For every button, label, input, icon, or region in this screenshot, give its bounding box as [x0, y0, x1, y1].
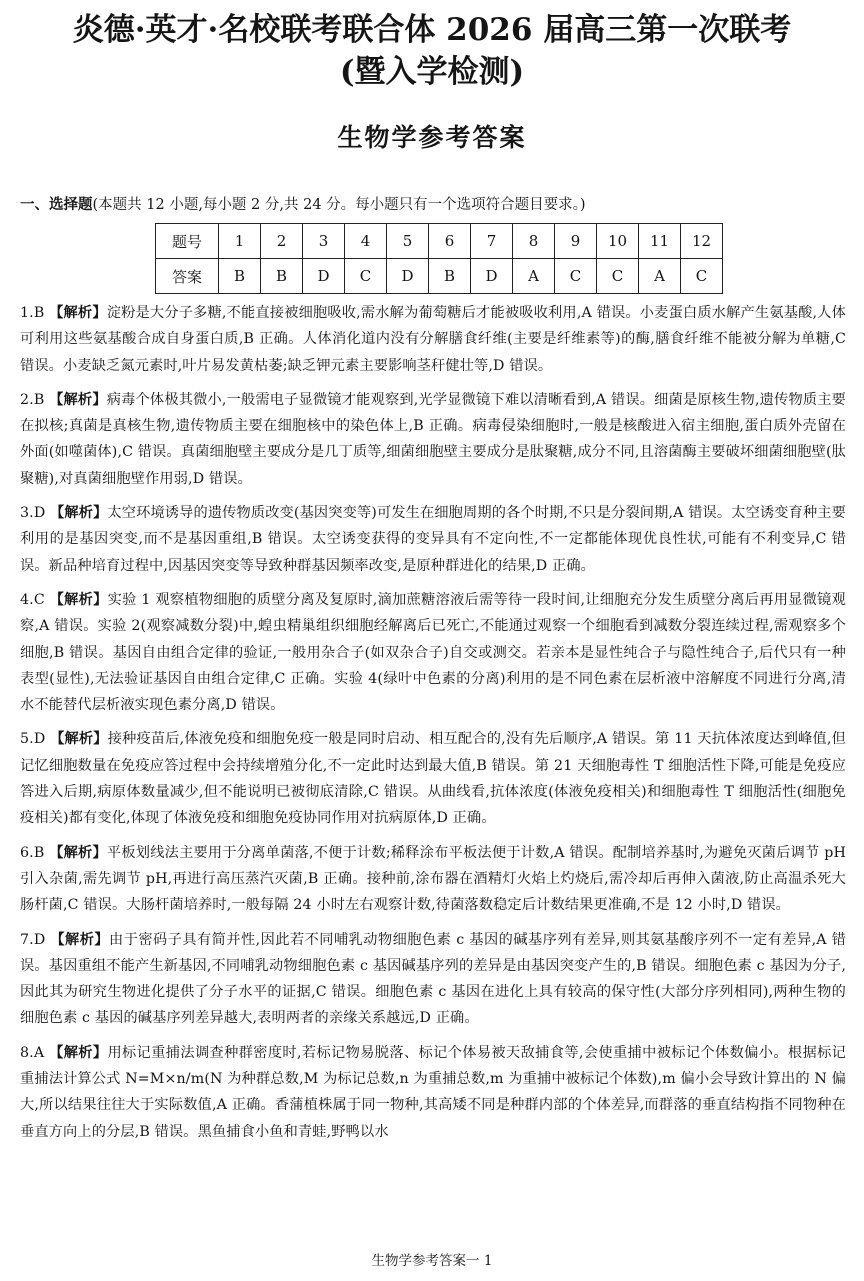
- analysis-text: 接种疫苗后,体液免疫和细胞免疫一般是同时启动、相互配合的,没有先后顺序,A 错误。第 11 天抗体浓度达到峰值,但记忆细胞数量在免疫应答过程中会持续增殖分化,不一定此时达到最大值,B 错误。第 21 天细胞毒性 T 细胞活性下降,可能是免疫应答进入后期,病原体数量减少,但不能说明已被彻底清除,C 错误。从曲线看,抗体浓度(体液免疫相关)和细胞毒性 T 细胞活性(细胞免疫相关)都有变化,体现了体液免疫和细胞免疫协同作用对抗病原体,D 正确。: [20, 731, 846, 827]
- section-title: 一、选择题: [20, 197, 93, 213]
- analysis-text: 淀粉是大分子多糖,不能直接被细胞吸收,需水解为葡萄糖后才能被吸收利用,A 错误。小麦蛋白质水解产生氨基酸,人体可利用这些氨基酸合成自身蛋白质,B 正确。人体消化道内没有分解膳食纤维(主要是纤维素等)的酶,膳食纤维不能被分解为单糖,C 错误。小麦缺乏氮元素时,叶片易发黄枯萎;缺乏钾元素主要影响茎秆健壮等,D 错误。: [20, 305, 846, 374]
- question-number-cell: 2: [261, 224, 303, 259]
- answer-cell: A: [513, 259, 555, 294]
- analysis-tag: 【解析】: [49, 1044, 108, 1061]
- answer-cell: C: [681, 259, 723, 294]
- analysis-item: [20, 726, 846, 831]
- analysis-tag: 【解析】: [49, 391, 107, 408]
- answer-cell: B: [429, 259, 471, 294]
- analysis-text: 用标记重捕法调查种群密度时,若标记物易脱落、标记个体易被天敌捕食等,会使重捕中被标记个体数偏小。根据标记重捕法计算公式 N=M×n/m(N 为种群总数,M 为标记总数,n 为重捕总数,m 为重捕中被标记个体数),m 偏小会导致计算出的 N 偏大,所以结果往往大于实际数值,A 正确。香蒲植株属于同一物种,其高矮不同是种群内部的个体差异,而群落的垂直结构指不同物种在垂直方向上的分层,B 错误。黑鱼捕食小鱼和青蛙,野鸭以水: [20, 1044, 846, 1140]
- answer-prefix: 1.B: [20, 305, 45, 321]
- analysis-item: [20, 387, 846, 492]
- exam-title: 炎德·英才·名校联考联合体 2026 届高三第一次联考: [72, 12, 792, 48]
- answer-table-answer-row: [156, 259, 723, 294]
- question-number-cell: 3: [303, 224, 345, 259]
- table-header-answer: 答案: [156, 259, 219, 294]
- answer-prefix: 4.C: [20, 591, 45, 608]
- analysis-tag: 【解析】: [49, 844, 107, 861]
- answer-cell: D: [387, 259, 429, 294]
- analysis-text: 太空环境诱导的遗传物质改变(基因突变等)可发生在细胞周期的各个时期,不只是分裂间期,A 错误。太空诱变育种主要利用的是基因突变,而不是基因重组,B 错误。太空诱变获得的变异具有不定向性,不一定都能体现优良性状,可能有不利变异,C 错误。新品种培育过程中,因基因突变等导致种群基因频率改变,是原种群进化的结果,D 正确。: [20, 505, 846, 574]
- analysis-item: [20, 587, 846, 718]
- analysis-text: 病毒个体极其微小,一般需电子显微镜才能观察到,光学显微镜下难以清晰看到,A 错误。细菌是原核生物,遗传物质主要在拟核;真菌是真核生物,遗传物质主要在细胞核中的染色体上,B 正确。病毒侵染细胞时,一般是核酸进入宿主细胞,蛋白质外壳留在外面(如噬菌体),C 错误。真菌细胞壁主要成分是几丁质等,细菌细胞壁主要成分是肽聚糖,成分不同,且溶菌酶主要破坏细菌细胞壁(肽聚糖),对真菌细胞壁作用弱,D 错误。: [20, 391, 846, 487]
- exam-subtitle: (暨入学检测): [339, 54, 525, 90]
- section-heading: [20, 193, 586, 214]
- answer-cell: A: [639, 259, 681, 294]
- answer-table: [155, 223, 723, 294]
- answer-cell: B: [219, 259, 261, 294]
- question-number-cell: 5: [387, 224, 429, 259]
- answer-prefix: 6.B: [20, 844, 45, 861]
- analysis-item: [20, 840, 846, 919]
- answer-cell: B: [261, 259, 303, 294]
- answer-prefix: 7.D: [20, 931, 46, 948]
- subject-title: 生物学参考答案: [337, 123, 527, 152]
- question-number-cell: 8: [513, 224, 555, 259]
- question-number-cell: 12: [681, 224, 723, 259]
- analysis-list: [20, 300, 846, 1153]
- analysis-item: [20, 300, 846, 379]
- answer-prefix: 5.D: [20, 731, 46, 748]
- page-footer: 生物学参考答案一 1: [371, 1253, 493, 1269]
- question-number-cell: 9: [555, 224, 597, 259]
- analysis-item: [20, 1040, 846, 1145]
- answer-cell: C: [597, 259, 639, 294]
- question-number-cell: 6: [429, 224, 471, 259]
- answer-cell: D: [303, 259, 345, 294]
- analysis-text: 平板划线法主要用于分离单菌落,不便于计数;稀释涂布平板法便于计数,A 错误。配制培养基时,为避免灭菌后调节 pH 引入杂菌,需先调节 pH,再进行高压蒸汽灭菌,B 正确。接种前,涂布器在酒精灯火焰上灼烧后,需冷却后再伸入菌液,防止高温杀死大肠杆菌,C 错误。大肠杆菌培养时,一般每隔 24 小时左右观察计数,待菌落数稳定后计数结果更准确,不是 12 小时,D 错误。: [20, 844, 846, 914]
- analysis-item: [20, 927, 846, 1032]
- answer-table-number-row: [156, 224, 723, 259]
- analysis-tag: 【解析】: [50, 505, 108, 522]
- table-header-number: 题号: [156, 224, 219, 259]
- answer-prefix: 8.A: [20, 1044, 45, 1061]
- answer-cell: C: [555, 259, 597, 294]
- answer-cell: C: [345, 259, 387, 294]
- question-number-cell: 1: [219, 224, 261, 259]
- section-instruction: (本题共 12 小题,每小题 2 分,共 24 分。每小题只有一个选项符合题目要求。): [92, 197, 586, 213]
- analysis-text: 实验 1 观察植物细胞的质壁分离及复原时,滴加蔗糖溶液后需等待一段时间,让细胞充分发生质壁分离后再用显微镜观察,A 错误。实验 2(观察减数分裂)中,蝗虫精巢组织细胞经解离后已死亡,不能通过观察一个细胞看到减数分裂连续过程,需观察多个细胞,B 错误。基因自由组合定律的验证,一般用杂合子(如双杂合子)自交或测交。若亲本是显性纯合子与隐性纯合子,后代只有一种表型(显性),无法验证基因自由组合定律,C 正确。实验 4(绿叶中色素的分离)利用的是不同色素在层析液中溶解度不同进行分离,清水不能替代层析液实现色素分离,D 错误。: [20, 591, 846, 714]
- analysis-tag: 【解析】: [49, 591, 108, 608]
- answer-prefix: 3.D: [20, 505, 46, 522]
- answer-prefix: 2.B: [20, 391, 45, 408]
- question-number-cell: 4: [345, 224, 387, 259]
- analysis-text: 由于密码子具有简并性,因此若不同哺乳动物细胞色素 c 基因的碱基序列有差异,则其氨基酸序列不一定有差异,A 错误。基因重组不能产生新基因,不同哺乳动物细胞色素 c 基因碱基序列的差异是由基因突变产生的,B 错误。细胞色素 c 基因为分子,因此其为研究生物进化提供了分子水平的证据,C 错误。细胞色素 c 基因在进化上具有较高的保守性(大部分序列相同),两种生物的细胞色素 c 基因的碱基序列差异越大,表明两者的亲缘关系越远,D 正确。: [20, 931, 846, 1027]
- analysis-tag: 【解析】: [50, 731, 108, 748]
- analysis-tag: 【解析】: [49, 305, 107, 321]
- question-number-cell: 11: [639, 224, 681, 259]
- answer-cell: D: [471, 259, 513, 294]
- question-number-cell: 7: [471, 224, 513, 259]
- analysis-tag: 【解析】: [50, 931, 110, 948]
- question-number-cell: 10: [597, 224, 639, 259]
- analysis-item: [20, 500, 846, 579]
